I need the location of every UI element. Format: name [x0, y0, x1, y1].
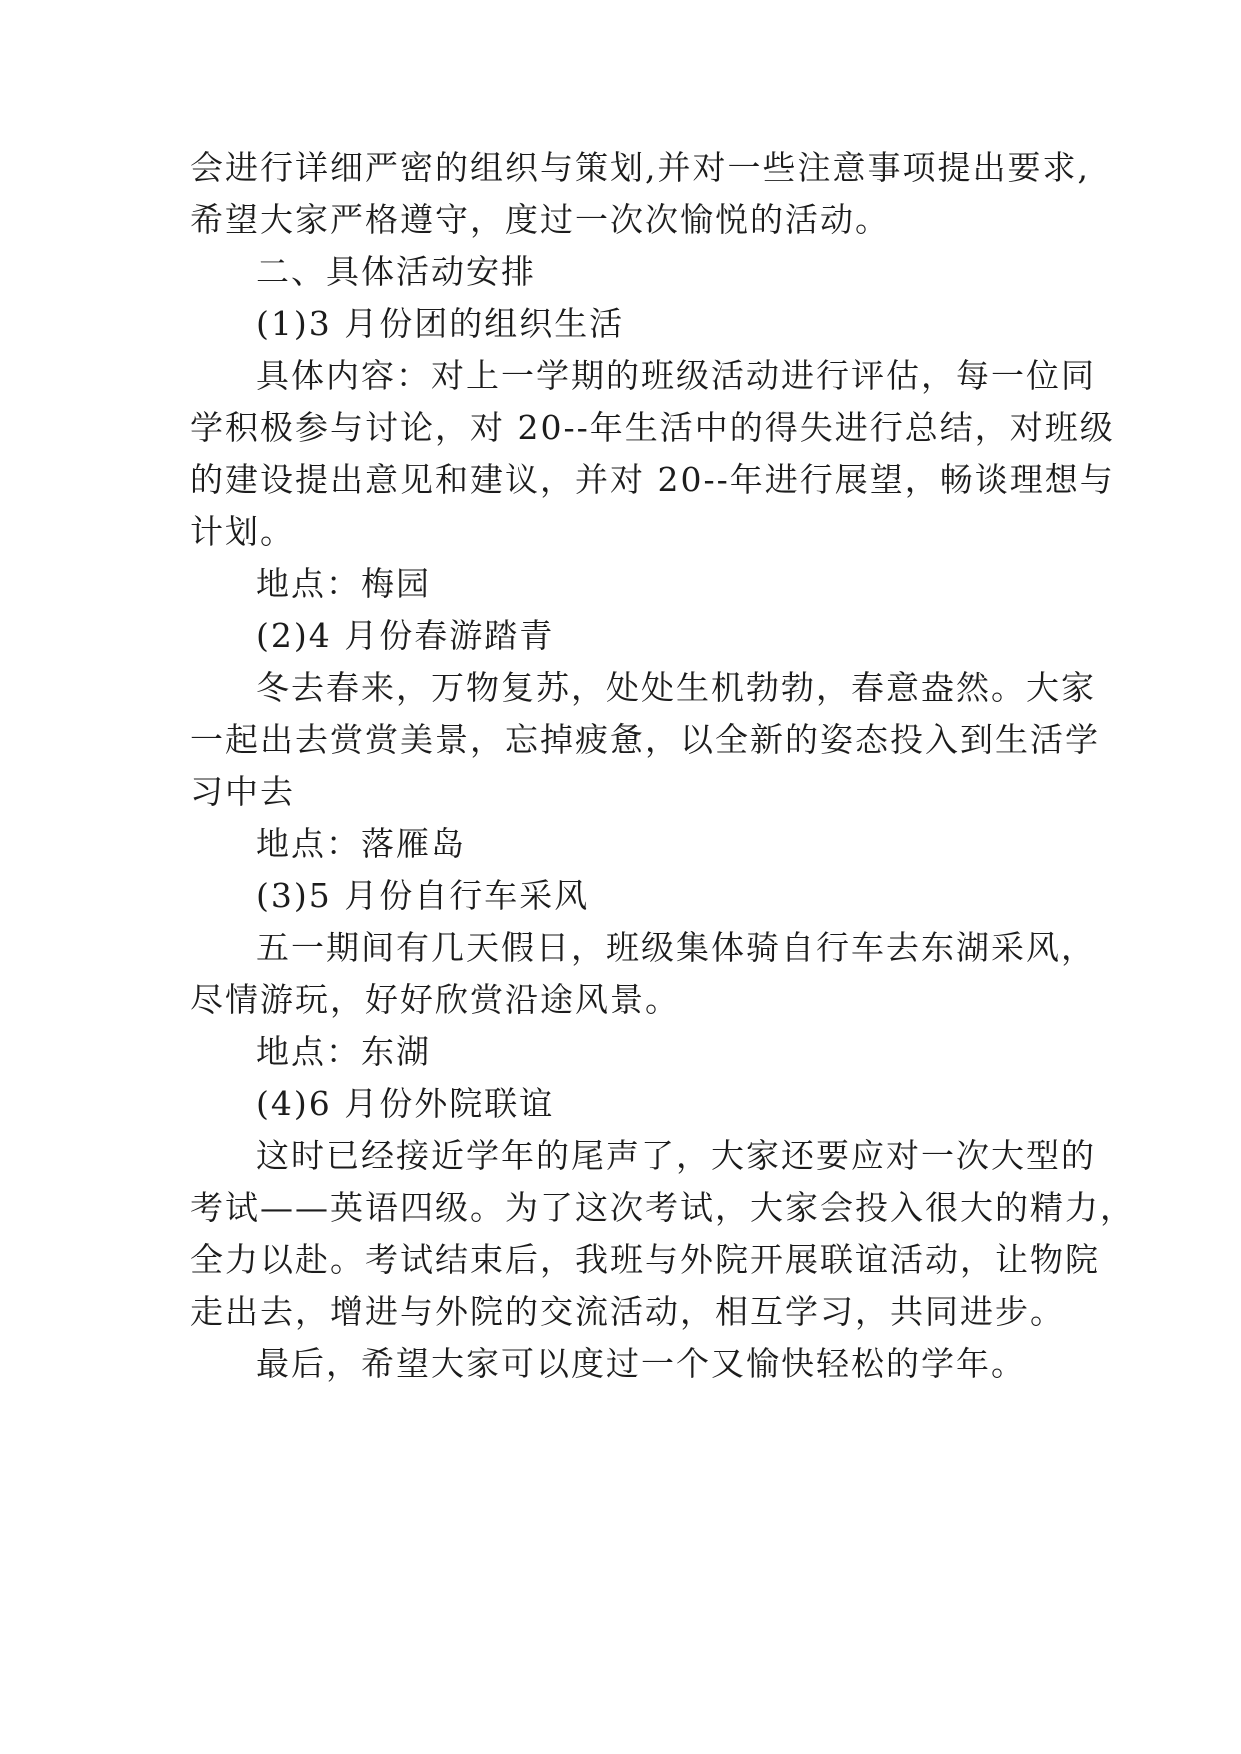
activity-heading: (1)3 月份团的组织生活 [256, 304, 625, 343]
location-line: 地点：梅园 [256, 564, 431, 603]
section-heading: 二、具体活动安排 [256, 252, 536, 291]
text-line: 五一期间有几天假日，班级集体骑自行车去东湖采风， [256, 928, 1096, 967]
text-line: 学积极参与讨论，对 20--年生活中的得失进行总结，对班级 [190, 408, 1115, 447]
closing-line: 最后，希望大家可以度过一个又愉快轻松的学年。 [256, 1344, 1026, 1383]
text-line: 一起出去赏赏美景，忘掉疲惫，以全新的姿态投入到生活学 [190, 720, 1100, 759]
text-line: 全力以赴。考试结束后，我班与外院开展联谊活动，让物院 [190, 1240, 1100, 1279]
location-line: 地点：东湖 [256, 1032, 431, 1071]
activity-heading: (2)4 月份春游踏青 [256, 616, 555, 655]
location-line: 地点：落雁岛 [256, 824, 466, 863]
activity-heading: (4)6 月份外院联谊 [256, 1084, 555, 1123]
text-line: 希望大家严格遵守，度过一次次愉悦的活动。 [190, 200, 890, 239]
text-line: 具体内容：对上一学期的班级活动进行评估，每一位同 [256, 356, 1096, 395]
text-line: 冬去春来，万物复苏，处处生机勃勃，春意盎然。大家 [256, 668, 1096, 707]
text-line: 这时已经接近学年的尾声了，大家还要应对一次大型的 [256, 1136, 1096, 1175]
text-line: 的建设提出意见和建议，并对 20--年进行展望，畅谈理想与 [190, 460, 1115, 499]
text-line: 走出去，增进与外院的交流活动，相互学习，共同进步。 [190, 1292, 1065, 1331]
activity-heading: (3)5 月份自行车采风 [256, 876, 590, 915]
text-line: 考试——英语四级。为了这次考试，大家会投入很大的精力， [190, 1188, 1135, 1227]
text-line: 会进行详细严密的组织与策划,并对一些注意事项提出要求, [190, 148, 1090, 187]
text-line: 习中去 [190, 772, 295, 811]
text-line: 尽情游玩，好好欣赏沿途风景。 [190, 980, 680, 1019]
text-line: 计划。 [190, 512, 295, 551]
